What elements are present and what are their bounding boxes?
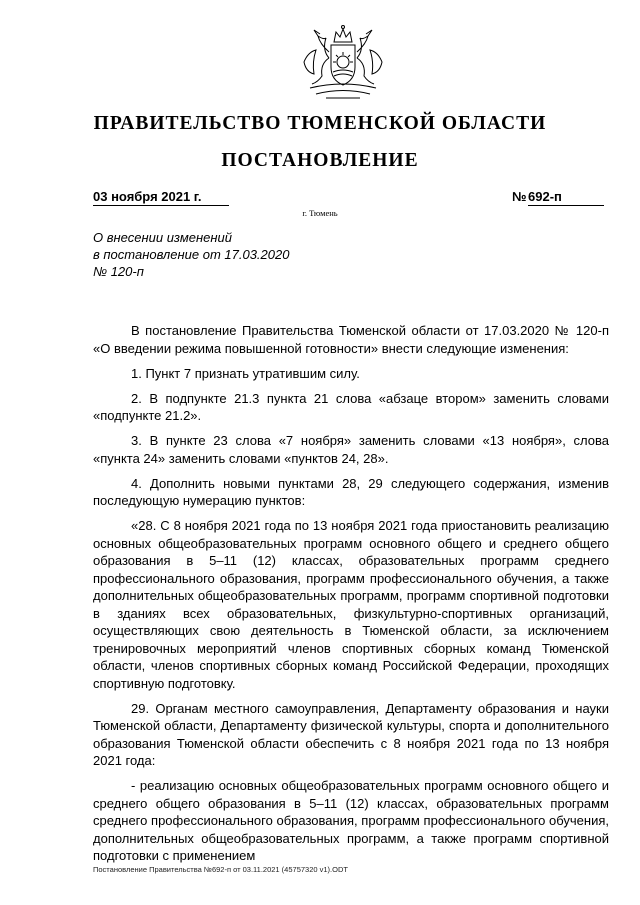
- body-paragraph: 4. Дополнить новыми пунктами 28, 29 следующего содержания, изменив последующую нумерацию пунктов:: [93, 475, 609, 508]
- document-number-label: №: [512, 189, 527, 204]
- coat-of-arms-icon: [296, 22, 390, 104]
- document-subject: [93, 229, 289, 280]
- body-paragraph: 1. Пункт 7 признать утратившим силу.: [131, 365, 360, 381]
- document-type-title: ПОСТАНОВЛЕНИЕ: [221, 150, 419, 171]
- document-date: 03 ноября 2021 г.: [93, 189, 229, 206]
- document-body: [93, 322, 609, 872]
- subject-line: О внесении изменений: [93, 230, 232, 245]
- body-paragraph: «28. С 8 ноября 2021 года по 13 ноября 2021 года приостановить реализацию основных общеобразовательных программ основного общего и среднего общего образования в 5–11 (12) классах, образовательных программ среднего профессионального образования, программ профессионального обучения, а также дополнительных общеобразовательных программ, программ спортивной подготовки в зданиях всех образовательных, физкультурно-спортивных организаций, осуществляющих свою деятельность в Тюменской области, за исключением тренировочных мероприятий членов спортивных сборных команд Тюменской области, членов спортивных сборных команд Российской Федерации, проходящих спортивную подготовку.: [93, 518, 609, 691]
- body-paragraph: 3. В пункте 23 слова «7 ноября» заменить словами «13 ноября», слова «пункта 24» заменить словами «пунктов 24, 28».: [93, 433, 609, 466]
- organization-title: ПРАВИТЕЛЬСТВО ТЮМЕНСКОЙ ОБЛАСТИ: [93, 113, 547, 134]
- page-footer: Постановление Правительства №692-п от 03.11.2021 (45757320 v1).ODT: [93, 865, 348, 874]
- body-paragraph: 2. В подпункте 21.3 пункта 21 слова «абзаце втором» заменить словами «подпункте 21.2».: [93, 390, 609, 423]
- body-paragraph: В постановление Правительства Тюменской области от 17.03.2020 № 120-п «О введении режима повышенной готовности» внести следующие изменения:: [93, 323, 609, 356]
- body-paragraph: - реализацию основных общеобразовательных программ основного общего и среднего общего образования в 5–11 (12) классах, образовательных программ среднего профессионального образования, программ профессионального обучения, дополнительных общеобразовательных программ, а также программ спортивной подготовки с применением: [93, 778, 609, 863]
- document-number: 692-п: [528, 189, 604, 206]
- city-label: г. Тюмень: [302, 208, 338, 218]
- subject-line: в постановление от 17.03.2020: [93, 247, 290, 262]
- body-paragraph: 29. Органам местного самоуправления, Департаменту образования и науки Тюменской области, Департаменту физической культуры, спорта и дополнительного образования Тюменской области обеспечить с 8 ноября 2021 года по 13 ноября 2021 года:: [93, 700, 609, 768]
- subject-line: № 120-п: [93, 264, 144, 279]
